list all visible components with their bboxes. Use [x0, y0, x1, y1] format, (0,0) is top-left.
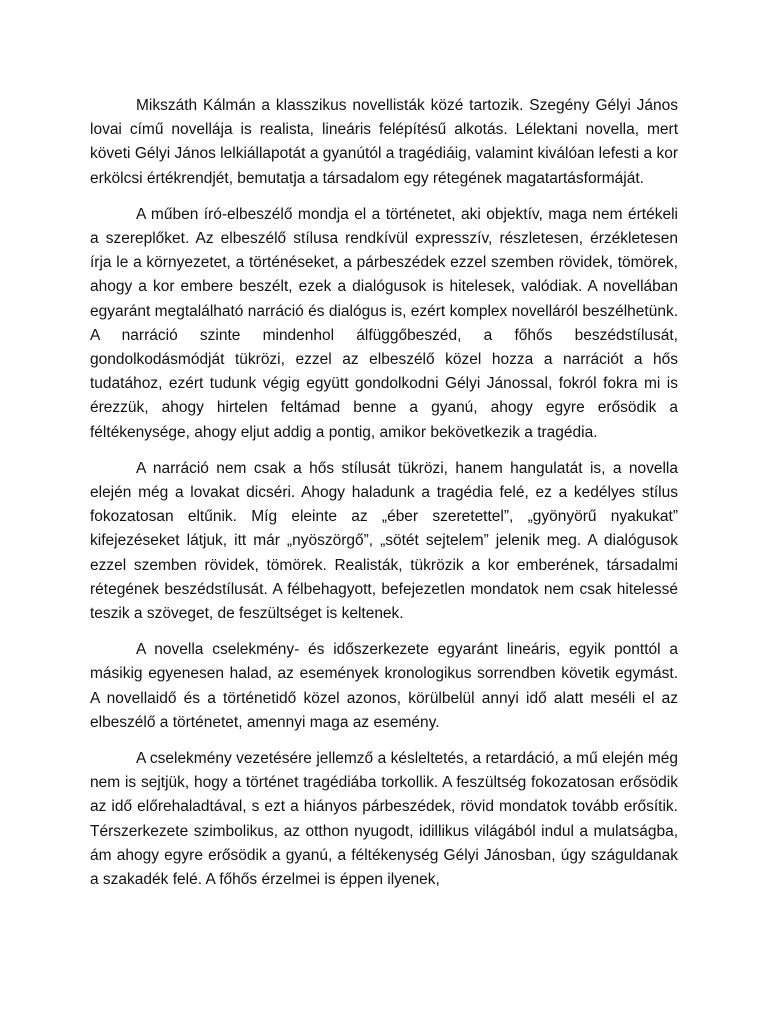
- paragraph-2: A műben író-elbeszélő mondja el a történetet, aki objektív, maga nem értékeli a szereplőket. Az elbeszélő stílusa rendkívül expresszív, részletesen, érzékletesen írja le a környezetet, a történéseket, a párbeszédek ezzel szemben rövidek, tömörek, ahogy a kor embere beszélt, ezek a dialógusok is hitelesek, valódiak. A novellában egyaránt megtalálható narráció és dialógus is, ezért komplex novelláról beszélhetünk. A narráció szinte mindenhol álfüggőbeszéd, a főhős beszédstílusát, gondolkodásmódját tükrözi, ezzel az elbeszélő közel hozza a narrációt a hős tudatához, ezért tudunk végig együtt gondolkodni Gélyi Jánossal, fokról fokra mi is érezzük, ahogy hirtelen feltámad benne a gyanú, ahogy egyre erősödik a féltékenysége, ahogy eljut addig a pontig, amikor bekövetkezik a tragédia.: [90, 205, 678, 441]
- paragraph-1: Mikszáth Kálmán a klasszikus novellisták közé tartozik. Szegény Gélyi János lovai című novellája is realista, lineáris felépítésű alkotás. Lélektani novella, mert követi Gélyi János lelkiállapotát a gyanútól a tragédiáig, valamint kiválóan lefesti a kor erkölcsi értékrendjét, bemutatja a társadalom egy rétegének magatartásformáját.: [90, 97, 678, 187]
- paragraph-3: A narráció nem csak a hős stílusát tükrözi, hanem hangulatát is, a novella elején még a lovakat dicséri. Ahogy haladunk a tragédia felé, ez a kedélyes stílus fokozatosan eltűnik. Míg eleinte az „éber szeretettel”, „gyönyörű nyakukat” kifejezéseket látjuk, itt már „nyöszörgő”, „sötét sejtelem” jelenik meg. A dialógusok ezzel szemben rövidek, tömörek. Realisták, tükrözik a kor emberének, társadalmi rétegének beszédstílusát. A félbehagyott, befejezetlen mondatok nem csak hitelessé teszik a szöveget, de feszültséget is keltenek.: [90, 459, 678, 623]
- paragraph-4: A novella cselekmény- és időszerkezete egyaránt lineáris, egyik ponttól a másikig egyenesen halad, az események kronologikus sorrendben követik egymást. A novellaidő és a történetidő közel azonos, körülbelül annyi idő alatt meséli el az elbeszélő a történetet, amennyi maga az esemény.: [90, 641, 678, 731]
- paragraph-5: A cselekmény vezetésére jellemző a késleltetés, a retardáció, a mű elején még nem is sejtjük, hogy a történet tragédiába torkollik. A feszültség fokozatosan erősödik az idő előrehaladtával, s ezt a hiányos párbeszédek, rövid mondatok tovább erősítik. Térszerkezete szimbolikus, az otthon nyugodt, idillikus világából indul a mulatságba, ám ahogy egyre erősödik a gyanú, a féltékenység Gélyi Jánosban, úgy száguldanak a szakadék felé. A főhős érzelmei is éppen ilyenek,: [90, 750, 678, 889]
